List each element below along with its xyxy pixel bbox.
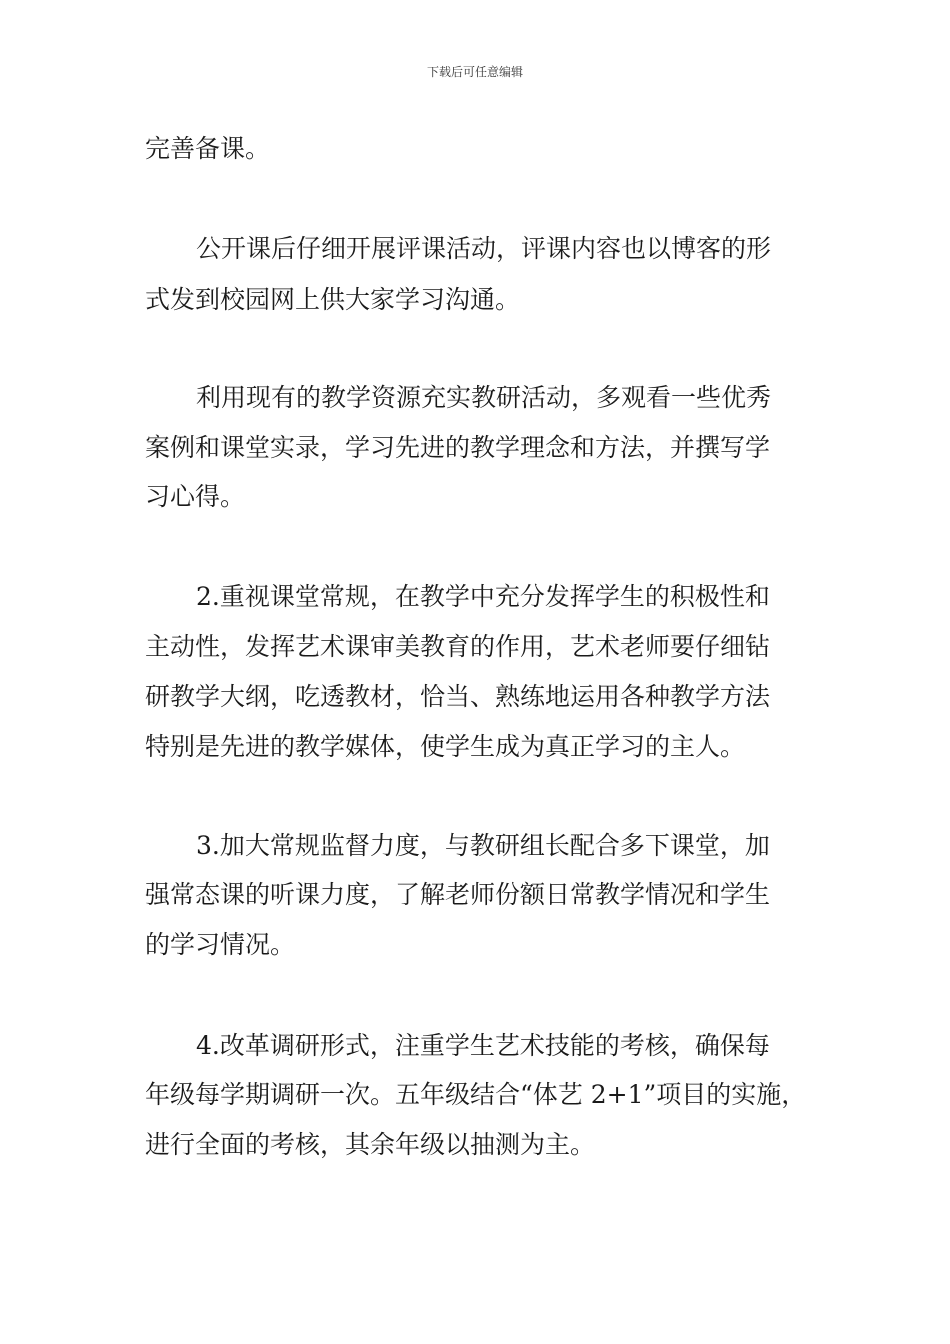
paragraph-2-line-2: 式发到校园网上供大家学习沟通。 [145,285,521,314]
paragraph-2-line-1: 公开课后仔细开展评课活动，评课内容也以博客的形 [196,234,772,263]
paragraph-5-line-1: 3.加大常规监督力度，与教研组长配合多下课堂，加 [196,831,770,860]
paragraph-5-line-3: 的学习情况。 [145,930,296,959]
paragraph-1-line-1: 完善备课。 [145,134,271,163]
paragraph-3-line-1: 利用现有的教学资源充实教研活动，多观看一些优秀 [196,383,772,412]
paragraph-4-line-3: 研教学大纲，吃透教材，恰当、熟练地运用各种教学方法 [145,682,771,711]
paragraph-6-line-2: 年级每学期调研一次。五年级结合“体艺 2+1”项目的实施， [145,1080,807,1109]
paragraph-4-line-1: 2.重视课堂常规，在教学中充分发挥学生的积极性和 [196,582,770,611]
paragraph-6-line-1: 4.改革调研形式，注重学生艺术技能的考核，确保每 [196,1031,770,1060]
paragraph-6-line-3: 进行全面的考核，其余年级以抽测为主。 [145,1130,596,1159]
paragraph-3-line-2: 案例和课堂实录，学习先进的教学理念和方法，并撰写学 [145,433,771,462]
page-header: 下载后可任意编辑 [426,65,523,79]
paragraph-4-line-2: 主动性，发挥艺术课审美教育的作用，艺术老师要仔细钻 [145,632,771,661]
paragraph-3-line-3: 习心得。 [145,482,246,511]
paragraph-4-line-4: 特别是先进的教学媒体，使学生成为真正学习的主人。 [145,732,746,761]
paragraph-5-line-2: 强常态课的听课力度，了解老师份额日常教学情况和学生 [145,880,771,909]
